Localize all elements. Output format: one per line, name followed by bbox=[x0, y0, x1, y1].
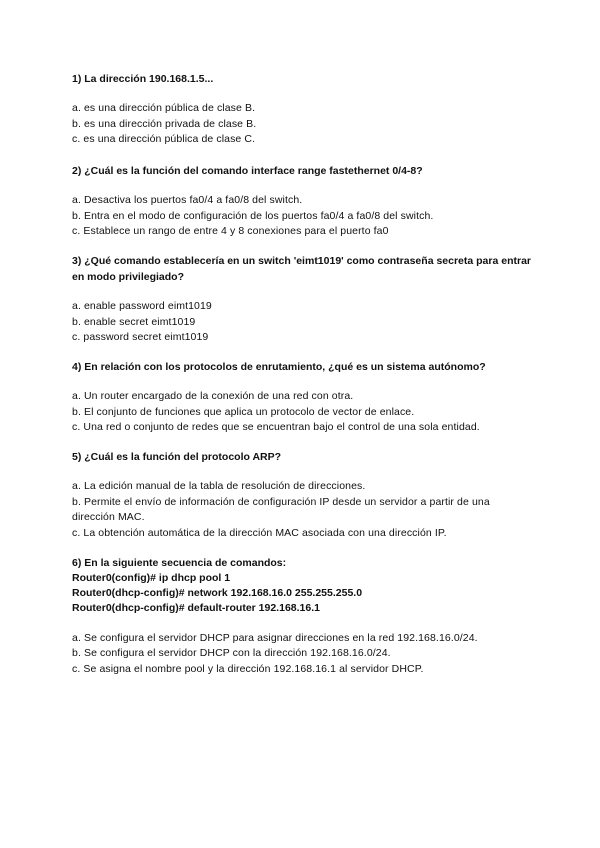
option-b: b. Permite el envío de información de configuración IP desde un servidor a partir de una dirección MAC. bbox=[72, 495, 490, 523]
question-title: 4) En relación con los protocolos de enrutamiento, ¿qué es un sistema autónomo? bbox=[72, 361, 486, 373]
option-a: a. enable password eimt1019 bbox=[72, 300, 212, 312]
option-a: a. La edición manual de la tabla de resolución de direcciones. bbox=[72, 480, 366, 492]
options-list bbox=[72, 299, 532, 346]
option-b: b. Entra en el modo de configuración de los puertos fa0/4 a fa0/8 del switch. bbox=[72, 209, 434, 222]
question-6 bbox=[72, 555, 532, 677]
options-list bbox=[72, 389, 532, 436]
command-block bbox=[72, 571, 532, 617]
question-title: 3) ¿Qué comando establecería en un switch 'eimt1019' como contraseña secreta para entrar en modo privilegiado? bbox=[72, 255, 532, 283]
options-list bbox=[72, 479, 532, 541]
question-title: 6) En la siguiente secuencia de comandos: bbox=[72, 557, 287, 569]
option-a: a. es una dirección pública de clase B. bbox=[72, 102, 256, 114]
question-title: 1) La dirección 190.168.1.5... bbox=[72, 73, 214, 85]
option-a: a. Desactiva los puertos fa0/4 a fa0/8 del switch. bbox=[72, 194, 303, 206]
option-c: c. Establece un rango de entre 4 y 8 conexiones para el puerto fa0 bbox=[72, 225, 389, 237]
question-5 bbox=[72, 449, 532, 541]
options-list bbox=[72, 631, 532, 678]
option-c: c. La obtención automática de la dirección MAC asociada con una dirección IP. bbox=[72, 526, 447, 539]
question-2 bbox=[72, 163, 532, 240]
option-b: b. es una dirección privada de clase B. bbox=[72, 117, 257, 130]
option-a: a. Se configura el servidor DHCP para asignar direcciones en la red 192.168.16.0/24. bbox=[72, 631, 478, 644]
question-3 bbox=[72, 253, 532, 346]
command-line: Router0(dhcp-config)# default-router 192.168.16.1 bbox=[72, 602, 320, 615]
option-b: b. Se configura el servidor DHCP con la dirección 192.168.16.0/24. bbox=[72, 647, 391, 660]
option-a: a. Un router encargado de la conexión de una red con otra. bbox=[72, 390, 354, 402]
command-line: Router0(config)# ip dhcp pool 1 bbox=[72, 572, 231, 584]
option-b: b. enable secret eimt1019 bbox=[72, 315, 196, 328]
question-title: 5) ¿Cuál es la función del protocolo ARP? bbox=[72, 451, 282, 463]
option-b: b. El conjunto de funciones que aplica un protocolo de vector de enlace. bbox=[72, 405, 415, 418]
options-list bbox=[72, 193, 532, 240]
option-c: c. Una red o conjunto de redes que se encuentran bajo el control de una sola entidad. bbox=[72, 421, 480, 433]
option-c: c. es una dirección pública de clase C. bbox=[72, 133, 256, 145]
options-list bbox=[72, 101, 532, 148]
question-1 bbox=[72, 71, 532, 148]
command-line: Router0(dhcp-config)# network 192.168.16.0 255.255.255.0 bbox=[72, 587, 363, 600]
question-4 bbox=[72, 359, 532, 436]
option-c: c. Se asigna el nombre pool y la dirección 192.168.16.1 al servidor DHCP. bbox=[72, 662, 424, 675]
option-c: c. password secret eimt1019 bbox=[72, 331, 209, 343]
question-title: 2) ¿Cuál es la función del comando interface range fastethernet 0/4-8? bbox=[72, 165, 423, 177]
